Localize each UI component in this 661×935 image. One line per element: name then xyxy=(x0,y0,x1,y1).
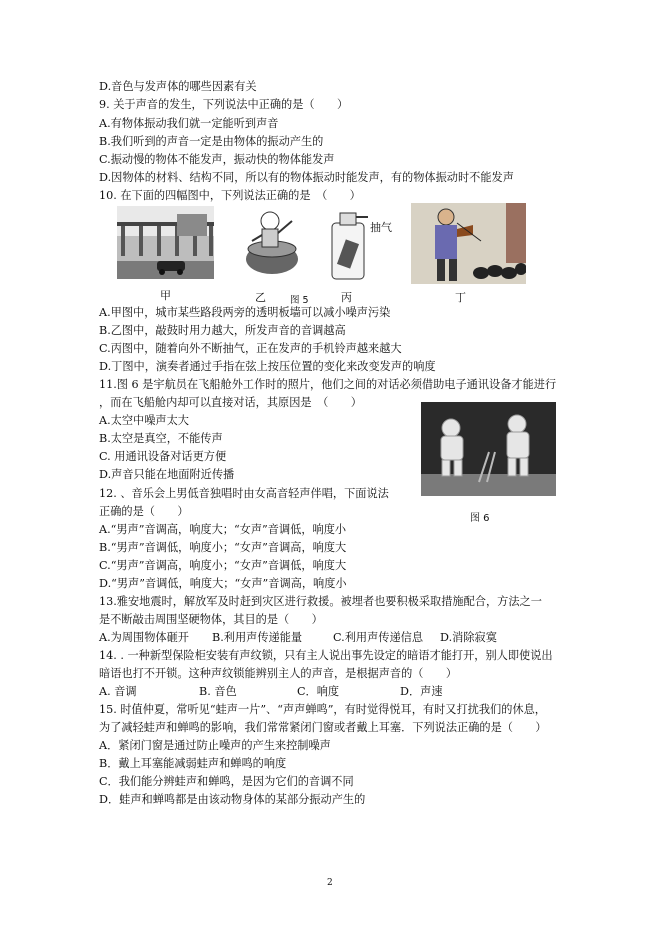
pump-label: 抽气 xyxy=(370,221,392,234)
q12-stem-line1: 12. 、音乐会上男低音独唱时由女高音轻声伴唱，下面说法 xyxy=(99,487,389,500)
q13-option-b: B.利用声传递能量 xyxy=(212,631,303,644)
q11-option-d: D.声音只能在地面附近传播 xyxy=(99,468,235,481)
q14-option-d: D．声速 xyxy=(400,685,443,698)
q11-option-b: B.太空是真空，不能传声 xyxy=(99,432,223,445)
q15-stem-line2: 为了减轻蛙声和蝉鸣的影响，我们常常紧闭门窗或者戴上耳塞．下列说法正确的是（ ） xyxy=(99,721,547,734)
q12-option-d: D.“男声”音调低，响度大；“女声”音调高，响度小 xyxy=(99,577,347,590)
q14-option-c: C．响度 xyxy=(297,685,340,698)
caption-bing: 丙 xyxy=(341,291,352,304)
caption-yi: 乙 xyxy=(255,291,266,304)
q9-option-b: B.我们听到的声音一定是由物体的振动产生的 xyxy=(99,135,324,148)
q9-option-a: A.有物体振动我们就一定能听到声音 xyxy=(99,117,279,130)
figure-5-ding-violinist xyxy=(411,203,526,284)
q11-option-a: A.太空中噪声太大 xyxy=(99,414,189,427)
figure-6-label: 图 6 xyxy=(470,513,490,524)
q10-option-d: D.丁图中，演奏者通过手指在弦上按压位置的变化来改变发声的响度 xyxy=(99,360,436,373)
q10-option-a: A.甲图中，城市某些路段两旁的透明板墙可以减小噪声污染 xyxy=(99,306,391,319)
q15-option-c: C．我们能分辨蛙声和蝉鸣，是因为它们的音调不同 xyxy=(99,775,354,788)
q9-option-c: C.振动慢的物体不能发声，振动快的物体能发声 xyxy=(99,153,335,166)
q9-stem: 9. 关于声音的发生，下列说法中正确的是（ ） xyxy=(99,98,349,111)
q11-option-c: C. 用通讯设备对话更方便 xyxy=(99,450,227,463)
q15-option-b: B．戴上耳塞能减弱蛙声和蝉鸣的响度 xyxy=(99,757,287,770)
figure-6-astronauts xyxy=(421,402,556,496)
q8-option-d: D.音色与发声体的哪些因素有关 xyxy=(99,80,257,93)
q13-stem-line1: 13.雅安地震时，解放军及时赶到灾区进行救援。被埋者也要积极采取措施配合，方法之一 xyxy=(99,595,542,608)
q15-stem-line1: 15. 时值仲夏，常听见“蛙声一片”、“声声蝉鸣”，有时觉得悦耳，有时又打扰我们的休息， xyxy=(99,703,546,716)
q12-stem-line2: 正确的是（ ） xyxy=(99,505,189,518)
caption-ding: 丁 xyxy=(455,291,466,304)
figure-5-label: 图 5 xyxy=(290,295,309,306)
q13-option-a: A.为周围物体砸开 xyxy=(99,631,189,644)
q11-stem-line2: ，而在飞船舱内却可以直接对话，其原因是 （ ） xyxy=(99,396,362,409)
q12-option-c: C.“男声”音调高，响度小；“女声”音调低，响度大 xyxy=(99,559,347,572)
q14-stem-line1: 14. . 一种新型保险柜安装有声纹锁，只有主人说出事先设定的暗语才能打开，别人即使说出 xyxy=(99,649,553,662)
q14-stem-line2: 暗语也打不开锁。这种声纹锁能辨别主人的声音，是根据声音的（ ） xyxy=(99,667,458,680)
figure-5-yi-drummer xyxy=(240,207,305,277)
q14-option-b: B. 音色 xyxy=(199,685,237,698)
q13-option-c: C.利用声传递信息 xyxy=(333,631,424,644)
caption-jia: 甲 xyxy=(160,289,171,302)
q10-option-b: B.乙图中，敲鼓时用力越大，所发声音的音调越高 xyxy=(99,324,346,337)
q15-option-d: D．蛙声和蝉鸣都是由该动物身体的某部分振动产生的 xyxy=(99,793,366,806)
q13-stem-line2: 是不断敲击周围坚硬物体，其目的是（ ） xyxy=(99,613,323,626)
figure-5-jia-city-wall xyxy=(117,206,214,279)
q12-option-a: A.“男声”音调高，响度大；“女声”音调低，响度小 xyxy=(99,523,347,536)
q15-option-a: A．紧闭门窗是通过防止噪声的产生来控制噪声 xyxy=(99,739,331,752)
q10-stem: 10. 在下面的四幅图中，下列说法正确的是 （ ） xyxy=(99,189,361,202)
figure-5-bing-jar xyxy=(328,209,368,281)
page-number: 2 xyxy=(327,878,333,888)
q9-option-d: D.因物体的材料、结构不同，所以有的物体振动时能发声，有的物体振动时不能发声 xyxy=(99,171,514,184)
q12-option-b: B.“男声”音调低，响度小；“女声”音调高，响度大 xyxy=(99,541,347,554)
q11-stem-line1: 11.图 6 是宇航员在飞船舱外工作时的照片，他们之间的对话必须借助电子通讯设备才能进行 xyxy=(99,378,557,391)
q13-option-d: D.消除寂寞 xyxy=(440,631,497,644)
q14-option-a: A. 音调 xyxy=(99,685,137,698)
q10-option-c: C.丙图中，随着向外不断抽气，正在发声的手机铃声越来越大 xyxy=(99,342,402,355)
